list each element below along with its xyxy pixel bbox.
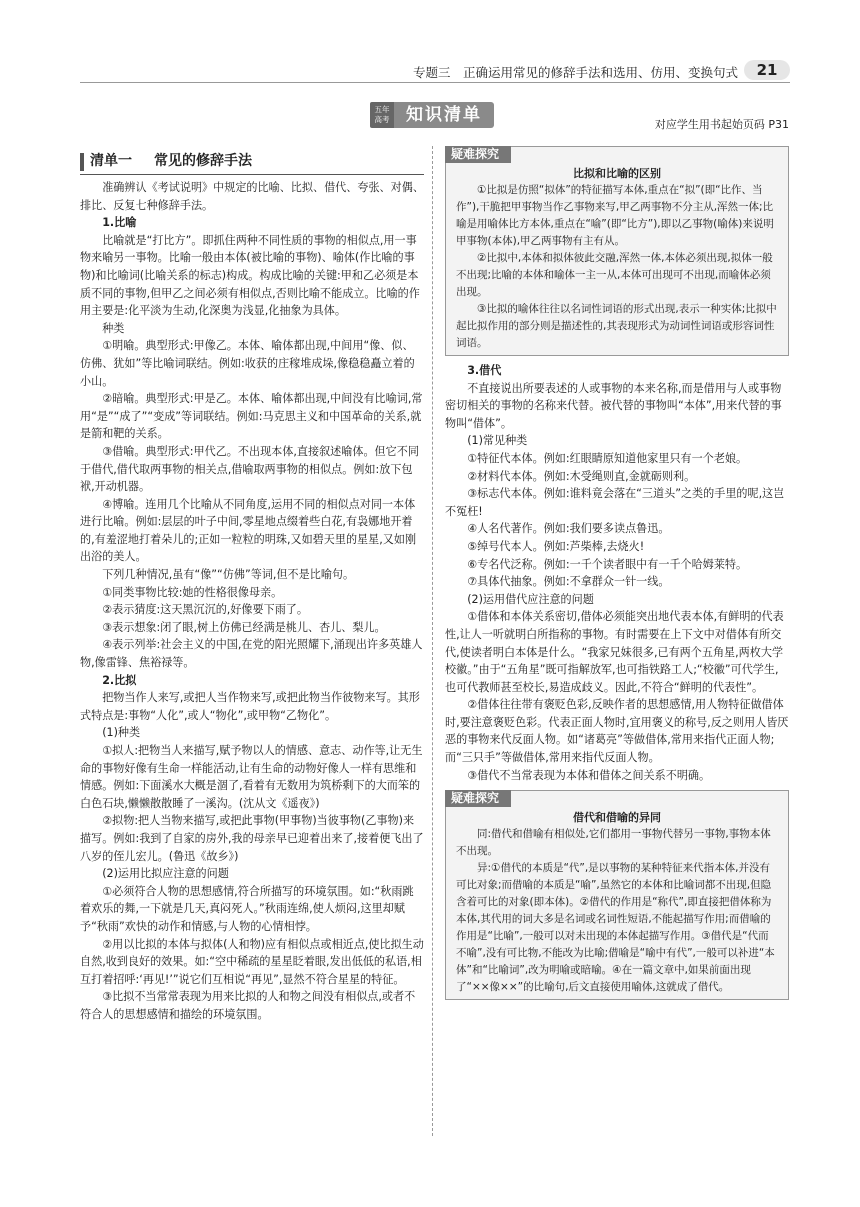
box-tab: 疑难探究 (445, 790, 511, 807)
paragraph: 准确辨认《考试说明》中规定的比喻、比拟、借代、夸张、对偶、排比、反复七种修辞手法。 (80, 181, 424, 212)
left-column (80, 150, 424, 1024)
subheading: 2.比拟 (102, 673, 137, 687)
page-number: 21 (744, 60, 790, 80)
paragraph: ③表示想象:闭了眼,树上仿佛已经满是桃儿、杏儿、梨儿。 (102, 620, 386, 634)
paragraph: ①同类事物比较:她的性格很像母亲。 (102, 585, 283, 599)
paragraph: ③标志代本体。例如:谁料竟会落在“三道头”之类的手里的呢,这岂不冤枉! (445, 487, 785, 518)
paragraph: ④表示列举:社会主义的中国,在党的阳光照耀下,涌现出许多英雄人物,像雷锋、焦裕禄等。 (80, 638, 423, 670)
box-paragraphs (456, 826, 778, 996)
paragraph: ②表示猜度:这天黑沉沉的,好像要下雨了。 (102, 603, 308, 617)
paragraph: ④人名代著作。例如:我们要多读点鲁迅。 (467, 522, 670, 536)
paragraph: ①特征代本体。例如:红眼睛原知道他家里只有一个老娘。 (467, 451, 748, 465)
left-paragraphs (80, 179, 424, 1024)
banner-tag-line2: 高考 (374, 115, 390, 124)
paragraph: 异:①借代的本质是“代”,是以事物的某种特征来代指本体,并没有可比对象;而借喻的本质是“喻”,虽然它的本体和比喻词都不出现,但隐含着可比的对象(即本体)。②借代的作用是“称代”,即直接把借体称为本体,其代用的词大多是名词或名词性短语,不能起描写作用;而借喻的作用是“比喻”,一般可以对未出现的本体起描写作用。③借代是“代而不喻”,没有可比物,不能改为比喻;借喻是“喻中有代”,一般可以补进“本体”和“比喻词”,改为明喻或暗喻。④在一篇文章中,如果前面出现了“××像××”的比喻句,后文直接使用喻体,这就成了借代。 (456, 862, 775, 994)
start-page-ref: 对应学生用书起始页码 P31 (654, 118, 789, 131)
box-title: 借代和借喻的异同 (573, 811, 661, 825)
paragraph: ①借体和本体关系密切,借体必须能突出地代表本体,有鲜明的代表性,让人一听就明白所指称的事物。有时需要在上下文中对借体有所交代,使读者明白本体是什么。“我家兄妹很多,已有两个五角星,两枚大学校徽。”由于“五角星”既可指解放军,也可指铁路工人;“校徽”可代学生,也可代教师甚至校长,易造成歧义。因此,不符合“鲜明的代表性”。 (445, 610, 784, 694)
paragraph: ④博喻。连用几个比喻从不同角度,运用不同的相似点对同一本体进行比喻。例如:层层的叶子中间,零星地点缀着些白花,有袅娜地开着的,有羞涩地打着朵儿的;正如一粒粒的明珠,又如碧天里的星星,又如刚出浴的美人。 (80, 497, 417, 564)
header-title: 专题三 正确运用常见的修辞手法和选用、仿用、变换句式 (412, 65, 738, 80)
paragraph: ②用以比拟的本体与拟体(人和物)应有相似点或相近点,使比拟生动自然,收到良好的效果。如:“空中稀疏的星星眨着眼,发出低低的私语,相互打着招呼:‘再见!’”说它们互相说“再见”,显然不符合星星的特征。 (80, 937, 424, 986)
paragraph: ①拟人:把物当人来描写,赋予物以人的情感、意志、动作等,让无生命的事物好像有生命一样能活动,让有生命的动物好像人一样有思维和情感。例如:下面溪水大概是涸了,看着有无数用为筑桥剩下的大而笨的白色石块,懒懒散散睡了一溪沟。(沈从文《遥夜》) (80, 744, 423, 810)
paragraph: ③比拟不当常常表现为用来比拟的人和物之间没有相似点,或者不符合人的思想感情和描绘的环境氛围。 (80, 990, 416, 1021)
paragraph: (2)运用比拟应注意的问题 (102, 867, 229, 881)
paragraph: 比喻就是“打比方”。即抓住两种不同性质的事物的相似点,用一事物来喻另一事物。比喻一般由本体(被比喻的事物)、喻体(作比喻的事物)和比喻词(比喻关系的标志)构成。构成比喻的关键:甲和乙必须是本质不同的事物,但甲乙之间必须有相似点,否则比喻不能成立。比喻的作用主要是:化平淡为生动,化深奥为浅显,化抽象为具体。 (80, 233, 420, 318)
page-header (80, 60, 790, 83)
paragraph: ②暗喻。典型形式:甲是乙。本体、喻体都出现,中间没有比喻词,常用“是”“成了”“变成”等词联结。例如:马克思主义和中国革命的关系,就是箭和靶的关系。 (80, 392, 423, 441)
paragraph: (1)常见种类 (467, 434, 528, 448)
right-paragraphs (445, 362, 789, 784)
paragraph: (2)运用借代应注意的问题 (467, 592, 594, 606)
subheading: 3.借代 (467, 364, 502, 377)
banner-tag (370, 102, 394, 128)
paragraph: ③借喻。典型形式:甲代乙。不出现本体,直接叙述喻体。但它不同于借代,借代取两事物的相关点,借喻取两事物的相似点。例如:放下包袱,开动机器。 (80, 444, 419, 494)
paragraph: 同:借代和借喻有相似处,它们都用一事物代替另一事物,事物本体不出现。 (456, 828, 771, 858)
paragraph: 把物当作人来写,或把人当作物来写,或把此物当作彼物来写。其形式特点是:事物“人化”,或人“物化”,或甲物“乙物化”。 (80, 691, 420, 722)
paragraph: 下列几种情况,虽有“像”“仿佛”等词,但不是比喻句。 (102, 568, 355, 582)
paragraph: ①必须符合人物的思想感情,符合所描写的环境氛围。如:“秋雨跳着欢乐的舞,一下就是几天,真闷死人。”秋雨连绵,使人烦闷,这里却赋予“秋雨”欢快的动作和情感,与人物的心情相悖。 (80, 884, 414, 933)
section-number: 清单一 (80, 153, 142, 171)
paragraph: ⑤绰号代本人。例如:芦柴棒,去烧火! (467, 539, 645, 553)
knowledge-list-banner (370, 102, 494, 128)
paragraph: (1)种类 (102, 726, 141, 740)
box-title: 比拟和比喻的区别 (573, 167, 661, 180)
subheading: 1.比喻 (102, 216, 137, 230)
paragraph: ③借代不当常表现为本体和借体之间关系不明确。 (467, 768, 711, 782)
section-title: 常见的修辞手法 (154, 153, 252, 170)
difficulty-box-1 (445, 146, 789, 356)
paragraph: 不直接说出所要表述的人或事物的本来名称,而是借用与人或事物密切相关的事物的名称来代替。被代替的事物叫“本体”,用来代替的事物叫“借体”。 (445, 381, 782, 430)
box-tab: 疑难探究 (445, 146, 511, 163)
paragraph: ②材料代本体。例如:木受绳则直,金就砺则利。 (467, 469, 696, 483)
paragraph: ①比拟是仿照“拟体”的特征描写本体,重点在“拟”(即“比作、当作”),干脆把甲事物当作乙事物来写,甲乙两事物不分主从,浑然一体;比喻是用喻体比方本体,重点在“喻”(即“比方”),即以乙事物(喻体)来说明甲事物(本体),甲乙两事物有主有从。 (456, 184, 774, 247)
banner-tag-line1: 五年 (374, 105, 390, 114)
paragraph: ②拟物:把人当物来描写,或把此事物(甲事物)当彼事物(乙事物)来描写。例如:我到了自家的房外,我的母亲早已迎着出来了,接着便飞出了八岁的侄儿宏儿。(鲁迅《故乡》) (80, 814, 424, 863)
paragraph: ⑥专名代泛称。例如:一千个读者眼中有一千个哈姆莱特。 (467, 557, 748, 571)
paragraph: ⑦具体代抽象。例如:不拿群众一针一线。 (467, 575, 670, 589)
paragraph: 种类 (102, 321, 125, 335)
banner-title: 知识清单 (394, 102, 494, 128)
section-heading (80, 150, 424, 175)
box-paragraphs (456, 182, 778, 352)
paragraph: ②比拟中,本体和拟体彼此交融,浑然一体,本体必须出现,拟体一般不出现;比喻的本体和喻体一主一从,本体可出现可不出现,而喻体必须出现。 (456, 252, 773, 298)
column-divider (432, 146, 433, 1136)
paragraph: ②借体往往带有褒贬色彩,反映作者的思想感情,用人物特征做借体时,要注意褒贬色彩。代表正面人物时,宜用褒义的称号,反之则用人皆厌恶的事物来代反面人物。如“诸葛亮”等做借体,常用来指代正面人物;而“三只手”等做借体,常用来指代反面人物。 (445, 698, 789, 765)
right-column (445, 146, 789, 1000)
paragraph: ③比拟的喻体往往以名词性词语的形式出现,表示一种实体;比拟中起比拟作用的部分则是描述性的,其表现形式为动词性词语或形容词性词语。 (456, 303, 777, 349)
paragraph: ①明喻。典型形式:甲像乙。本体、喻体都出现,中间用“像、似、仿佛、犹如”等比喻词联结。例如:收获的庄稼堆成垛,像稳稳矗立着的小山。 (80, 339, 415, 388)
difficulty-box-2 (445, 790, 789, 1000)
